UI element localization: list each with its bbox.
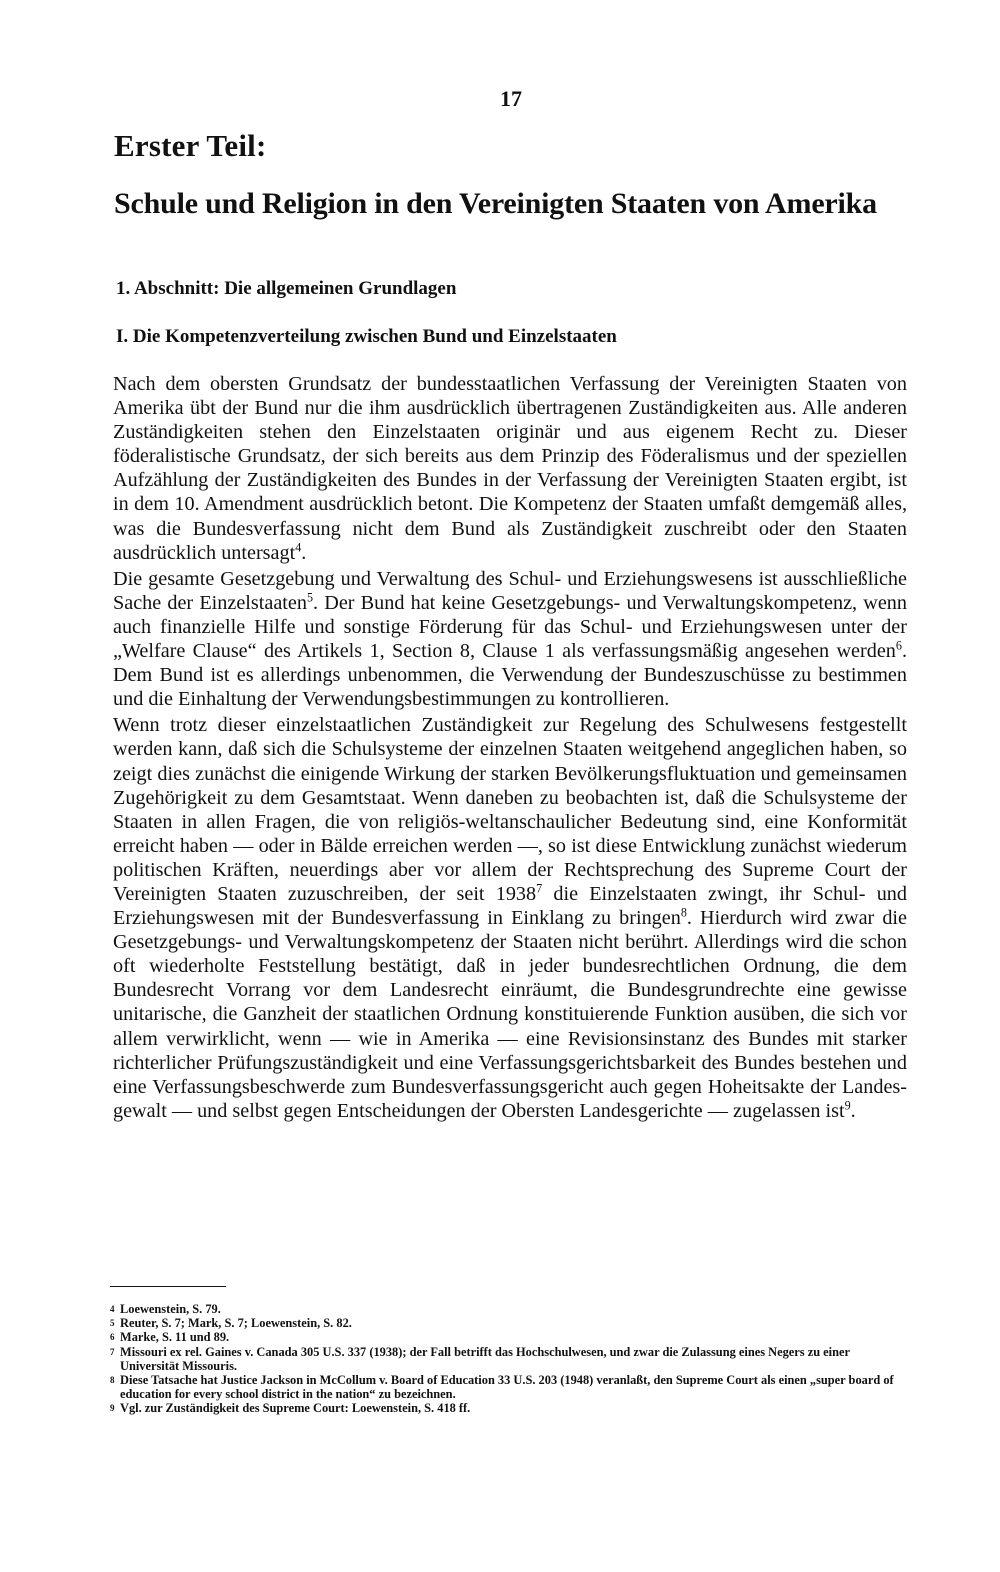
footnote [110,1302,900,1316]
footnote-ref-8: 8 [680,905,687,920]
footnote-mark: 6 [110,1332,115,1343]
paragraph-3-part-c: . Hierdurch wird zwar die Gesetzgebungs- und Verwaltungskompetenz der Staaten nicht berührt. Allerdings wird die schon oft wiederholte Feststellung bestätigt, daß in jeder bundesrechtlichen Ordnung, die dem Bundesrecht Vorrang vor dem Landesrecht einräumt, die Bundesgrundrechte eine gewisse unitarische, die Ganzheit der staatlichen Ordnung konstituierende Funktion ausüben, die sich vor allem verwirklicht, wenn — wie in Amerika — eine Revisionsinstanz des Bundes mit starker richterlicher Prüfungszuständigkeit und eine Verfassungsgerichtsbarkeit des Bundes bestehen und eine Verfassungsbeschwerde zum Bundesverfassungsgericht auch gegen Hoheitsakte der Landesgewalt — und selbst gegen Entscheidungen der Obersten Landesgerichte — zugelassen ist [113,907,907,1122]
footnotes [110,1302,900,1416]
footnote-mark: 9 [110,1403,115,1414]
footnote-text: Diese Tatsache hat Justice Jackson in McCollum v. Board of Education 33 U.S. 203 (1948) veranlaßt, den Supreme Court als einen „super board of education for every school district in the nation“ zu bezeichnen. [120,1373,894,1402]
paragraph-3 [113,713,907,1123]
part-title: Erster Teil: [114,128,267,163]
footnote [110,1401,900,1415]
body-text [113,372,907,1125]
main-title: Schule und Religion in den Vereinigten Staaten von Amerika [114,187,877,220]
footnote [110,1373,900,1401]
footnote [110,1345,900,1373]
paragraph-2-part-c: . Dem Bund ist es allerdings unbenommen, die Verwendung der Bundeszuschüsse zu bestimmen und die Einhaltung der Verwendungsbestimmungen zu kontrollieren. [113,640,907,711]
paragraph-2-part-b: . Der Bund hat keine Gesetzgebungs- und Verwaltungskompetenz, wenn auch finanzielle Hilfe und sonstige Förderung für das Schul- und Erziehungswesen unter der „Welfare Clause“ des Artikels 1, Section 8, Clause 1 als verfassungsmäßig angesehen werden [113,591,907,663]
page-number: 17 [500,86,522,111]
footnote-ref-4: 4 [295,539,302,554]
paragraph-3-part-d: . [850,1099,856,1122]
paragraph-1-end: . [301,541,307,564]
footnote-ref-7: 7 [536,881,543,896]
footnote-divider [110,1286,226,1287]
footnote-mark: 4 [110,1304,115,1314]
paragraph-3-part-b: die Einzelstaaten zwingt, ihr Schul- und Erziehungswesen mit der Bundesverfassung in Einklang zu bringen [113,882,907,930]
footnote [110,1330,900,1344]
footnote [110,1316,900,1330]
section-heading: 1. Abschnitt: Die allgemeinen Grundlagen [116,278,457,299]
paragraph-2-part-a: Die gesamte Gesetzgebung und Verwaltung des Schul- und Erziehungswesens ist ausschließliche Sache der Einzelstaaten [113,567,907,614]
footnote-text: Marke, S. 11 und 89. [120,1330,230,1345]
footnote-text: Missouri ex rel. Gaines v. Canada 305 U.S. 337 (1938); der Fall betrifft das Hochschulwesen, und zwar die Zulassung eines Negers zu einer Universität Missouris. [120,1344,850,1373]
paragraph-2 [113,567,907,712]
footnote-mark: 5 [110,1318,115,1329]
subsection-heading: I. Die Kompetenzverteilung zwischen Bund und Einzelstaaten [116,326,617,347]
footnote-text: Reuter, S. 7; Mark, S. 7; Loewenstein, S. 82. [120,1316,352,1331]
paragraph-1 [113,372,907,565]
footnote-text: Loewenstein, S. 79. [120,1302,221,1316]
paragraph-1-text: Nach dem obersten Grundsatz der bundesstaatlichen Verfassung der Vereinigten Staaten von Amerika übt der Bund nur die ihm ausdrücklich übertragenen Zuständigkeiten aus. Alle anderen Zuständigkeiten stehen den Einzelstaaten originär und aus eigenem Recht zu. Dieser föderalistische Grundsatz, der sich bereits aus dem Prinzip des Föderalismus und der speziellen Aufzählung der Zuständigkeiten des Bundes in der Verfassung der Vereinigten Staaten ergibt, ist in dem 10. Amendment ausdrücklich betont. Die Kompetenz der Staaten umfaßt demgemäß alles, was die Bundesverfassung nicht dem Bund als Zuständigkeit zuschreibt oder den Staaten ausdrücklich untersagt [113,373,907,564]
footnote-ref-9: 9 [844,1098,851,1113]
footnote-text: Vgl. zur Zuständigkeit des Supreme Court: Loewenstein, S. 418 ff. [120,1401,471,1416]
footnote-ref-5: 5 [306,590,314,605]
footnote-mark: 7 [110,1346,115,1357]
footnote-ref-6: 6 [895,638,902,653]
paragraph-3-part-a: Wenn trotz dieser einzelstaatlichen Zuständigkeit zur Regelung des Schulwesens festgestellt werden kann, daß sich die Schulsysteme der einzelnen Staaten weitgehend angeglichen haben, so zeigt dies zunächst die einigende Wirkung der starken Bevölkerungsfluktuation und gemeinsamen Zugehörigkeit zu dem Gesamtstaat. Wenn daneben zu beobachten ist, daß die Schulsysteme der Staaten in allen Fragen, die von religiös-weltanschaulicher Bedeutung sind, eine Konformität erreicht haben — oder in Bälde erreichen werden —, so ist diese Entwicklung zunächst wiederum politischen Kräften, neuerdings aber vor allem der Rechtsprechung des Supreme Court der Vereinigten Staaten zuzuschreiben, der seit 1938 [113,714,907,905]
footnote-mark: 8 [110,1375,115,1386]
